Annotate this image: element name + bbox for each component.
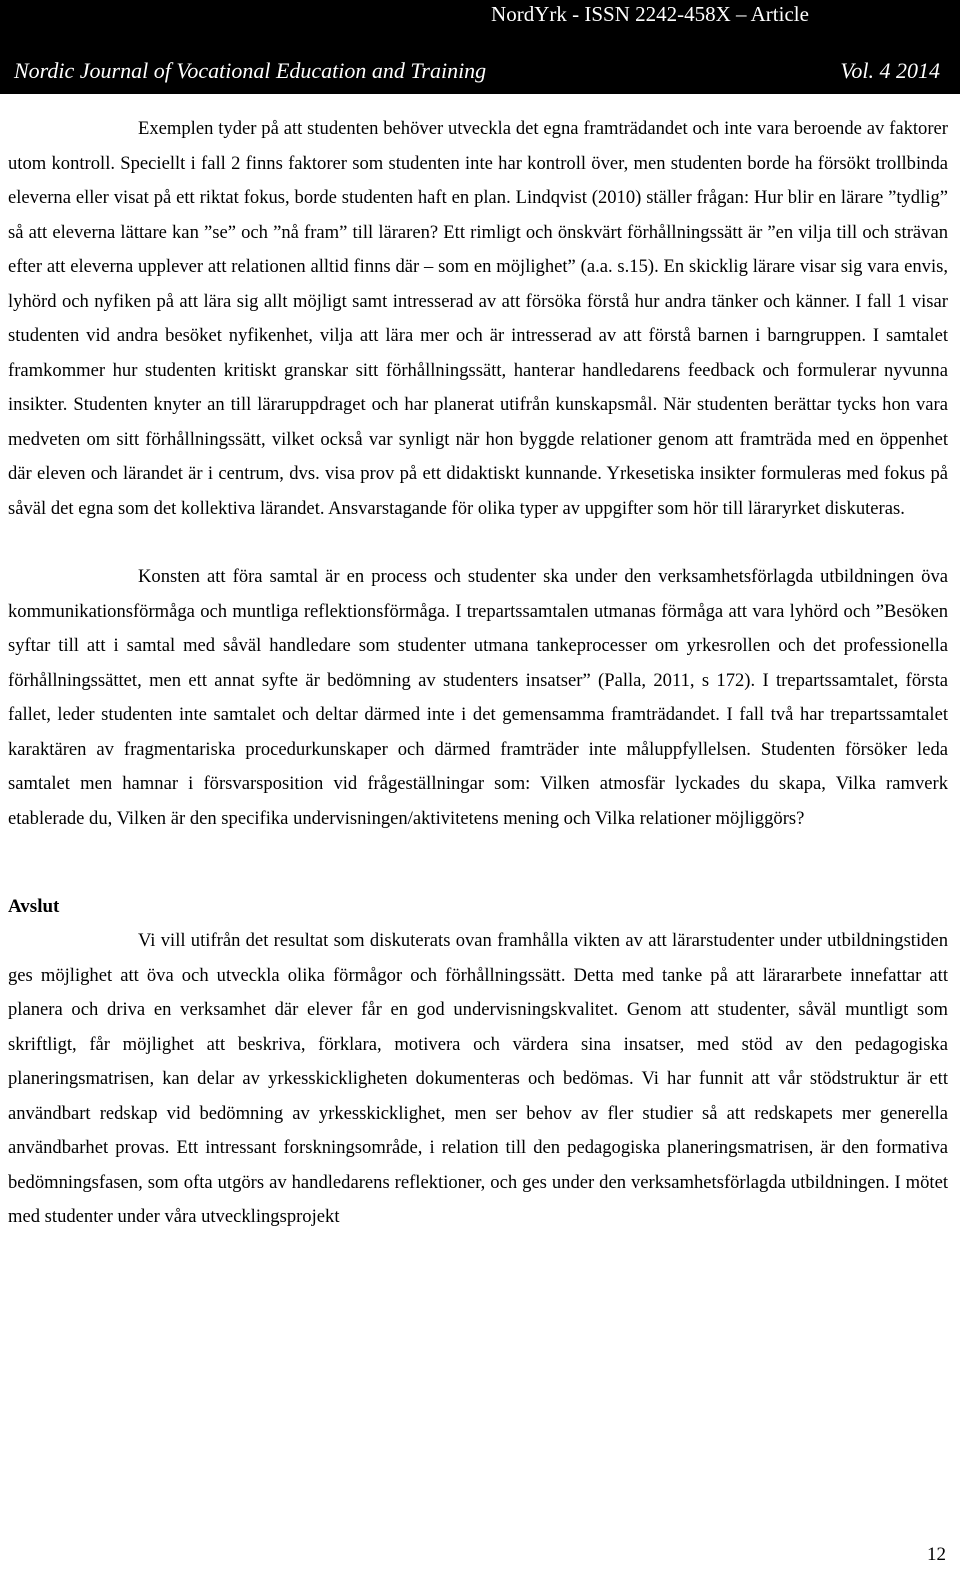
volume-label: Vol. 4 2014 [840, 58, 940, 83]
paragraph-2: Konsten att föra samtal är en process och studenter ska under den verksamhetsförlagda utbildningen öva kommunikationsförmåga och muntliga reflektionsförmåga. I trepartssamtalen utmanas förmåga att vara lyhörd och ”Besöken syftar till att i samtal med såväl handledare som studenter utmana tankeprocesser om yrkesrollen och det professionella förhållningssättet, men ett annat syfte är bedömning av studenters insatser” (Palla, 2011, s 172). I trepartssamtalet, första fallet, leder studenten inte samtalet och deltar därmed inte i det gemensamma framträdandet. I fall två har trepartssamtalet karaktären av fragmentariska procedurkunskaper och därmed framträder inte måluppfyllelsen. Studenten försöker leda samtalet men hamnar i försvarsposition vid frågeställningar som: Vilken atmosfär lyckades du skapa, Vilka ramverk etablerade du, Vilken är den specifika undervisningen/aktivitetens mening och Vilka relationer möjliggörs? [8, 566, 948, 829]
paragraph-3: Vi vill utifrån det resultat som diskuterats ovan framhålla vikten av att lärarstudenter under utbildningstiden ges möjlighet att öva och utveckla olika förmågor och förhållningssätt. Detta med tanke på att lärararbete innefattar att planera och driva en verksamhet där elever får en god undervisningskvalitet. Genom att studenter, såväl muntligt som skriftligt, får möjlighet att beskriva, förklara, motivera och värdera sina insatser, med stöd av den pedagogiska planeringsmatrisen, kan delar av yrkesskickligheten dokumenteras och bedömas. Vi har funnit att vår stödstruktur är ett användbart redskap vid bedömning av yrkesskicklighet, men ser behov av fler studier så att redskapets mer generella användbarhet provas. Ett intressant forskningsområde, i relation till den pedagogiska planeringsmatrisen, är den formativa bedömningsfasen, som ofta utgörs av handledarens reflektioner, och ges under den verksamhetsförlagda utbildningen. I mötet med studenter under våra utvecklingsprojekt [8, 930, 948, 1227]
header-journal-line [14, 58, 946, 84]
article-body [8, 112, 948, 1235]
header-title: NordYrk - ISSN 2242-458X – Article [491, 2, 809, 26]
paragraph-1: Exemplen tyder på att studenten behöver utveckla det egna framträdandet och inte vara beroende av faktorer utom kontroll. Speciellt i fall 2 finns faktorer som studenten inte har kontroll över, men studenten borde ha försökt trollbinda eleverna eller visat på ett riktat fokus, borde studenten haft en plan. Lindqvist (2010) ställer frågan: Hur blir en lärare ”tydlig” så att eleverna lättare kan ”se” och ”nå fram” till läraren? Ett rimligt och önskvärt förhållningssätt är ”en vilja till och strävan efter att eleverna upplever att relationen alltid finns där – som en möjlighet” (a.a. s.15). En skicklig lärare visar sig vara envis, lyhörd och nyfiken på att lära sig allt möjligt samt intresserad av att försöka förstå hur andra tänker och känner. I fall 1 visar studenten vid andra besöket nyfikenhet, vilja att lära mer och är intresserad av att förstå barnen i barngruppen. I samtalet framkommer hur studenten kritiskt granskar sitt förhållningssätt, hanterar handledarens feedback och formulerar nyvunna insikter. Studenten knyter an till läraruppdraget och har planerat utifrån kunskapsmål. När studenten berättar tycks hon vara medveten om sitt förhållningssätt, vilket också var synligt när hon byggde relationer genom att framträda med en öppenhet där eleven och lärandet är i centrum, dvs. visa prov på ett didaktiskt kunnande. Yrkesetiska insikter formuleras med fokus på såväl det egna som det kollektiva lärandet. Ansvarstagande för olika typer av uppgifter som hör till läraryrket diskuteras. [8, 118, 948, 519]
journal-name: Nordic Journal of Vocational Education and Training [14, 58, 487, 83]
page-number: 12 [927, 1544, 946, 1565]
section-heading-avslut: Avslut [8, 896, 60, 917]
page-header [0, 0, 960, 94]
